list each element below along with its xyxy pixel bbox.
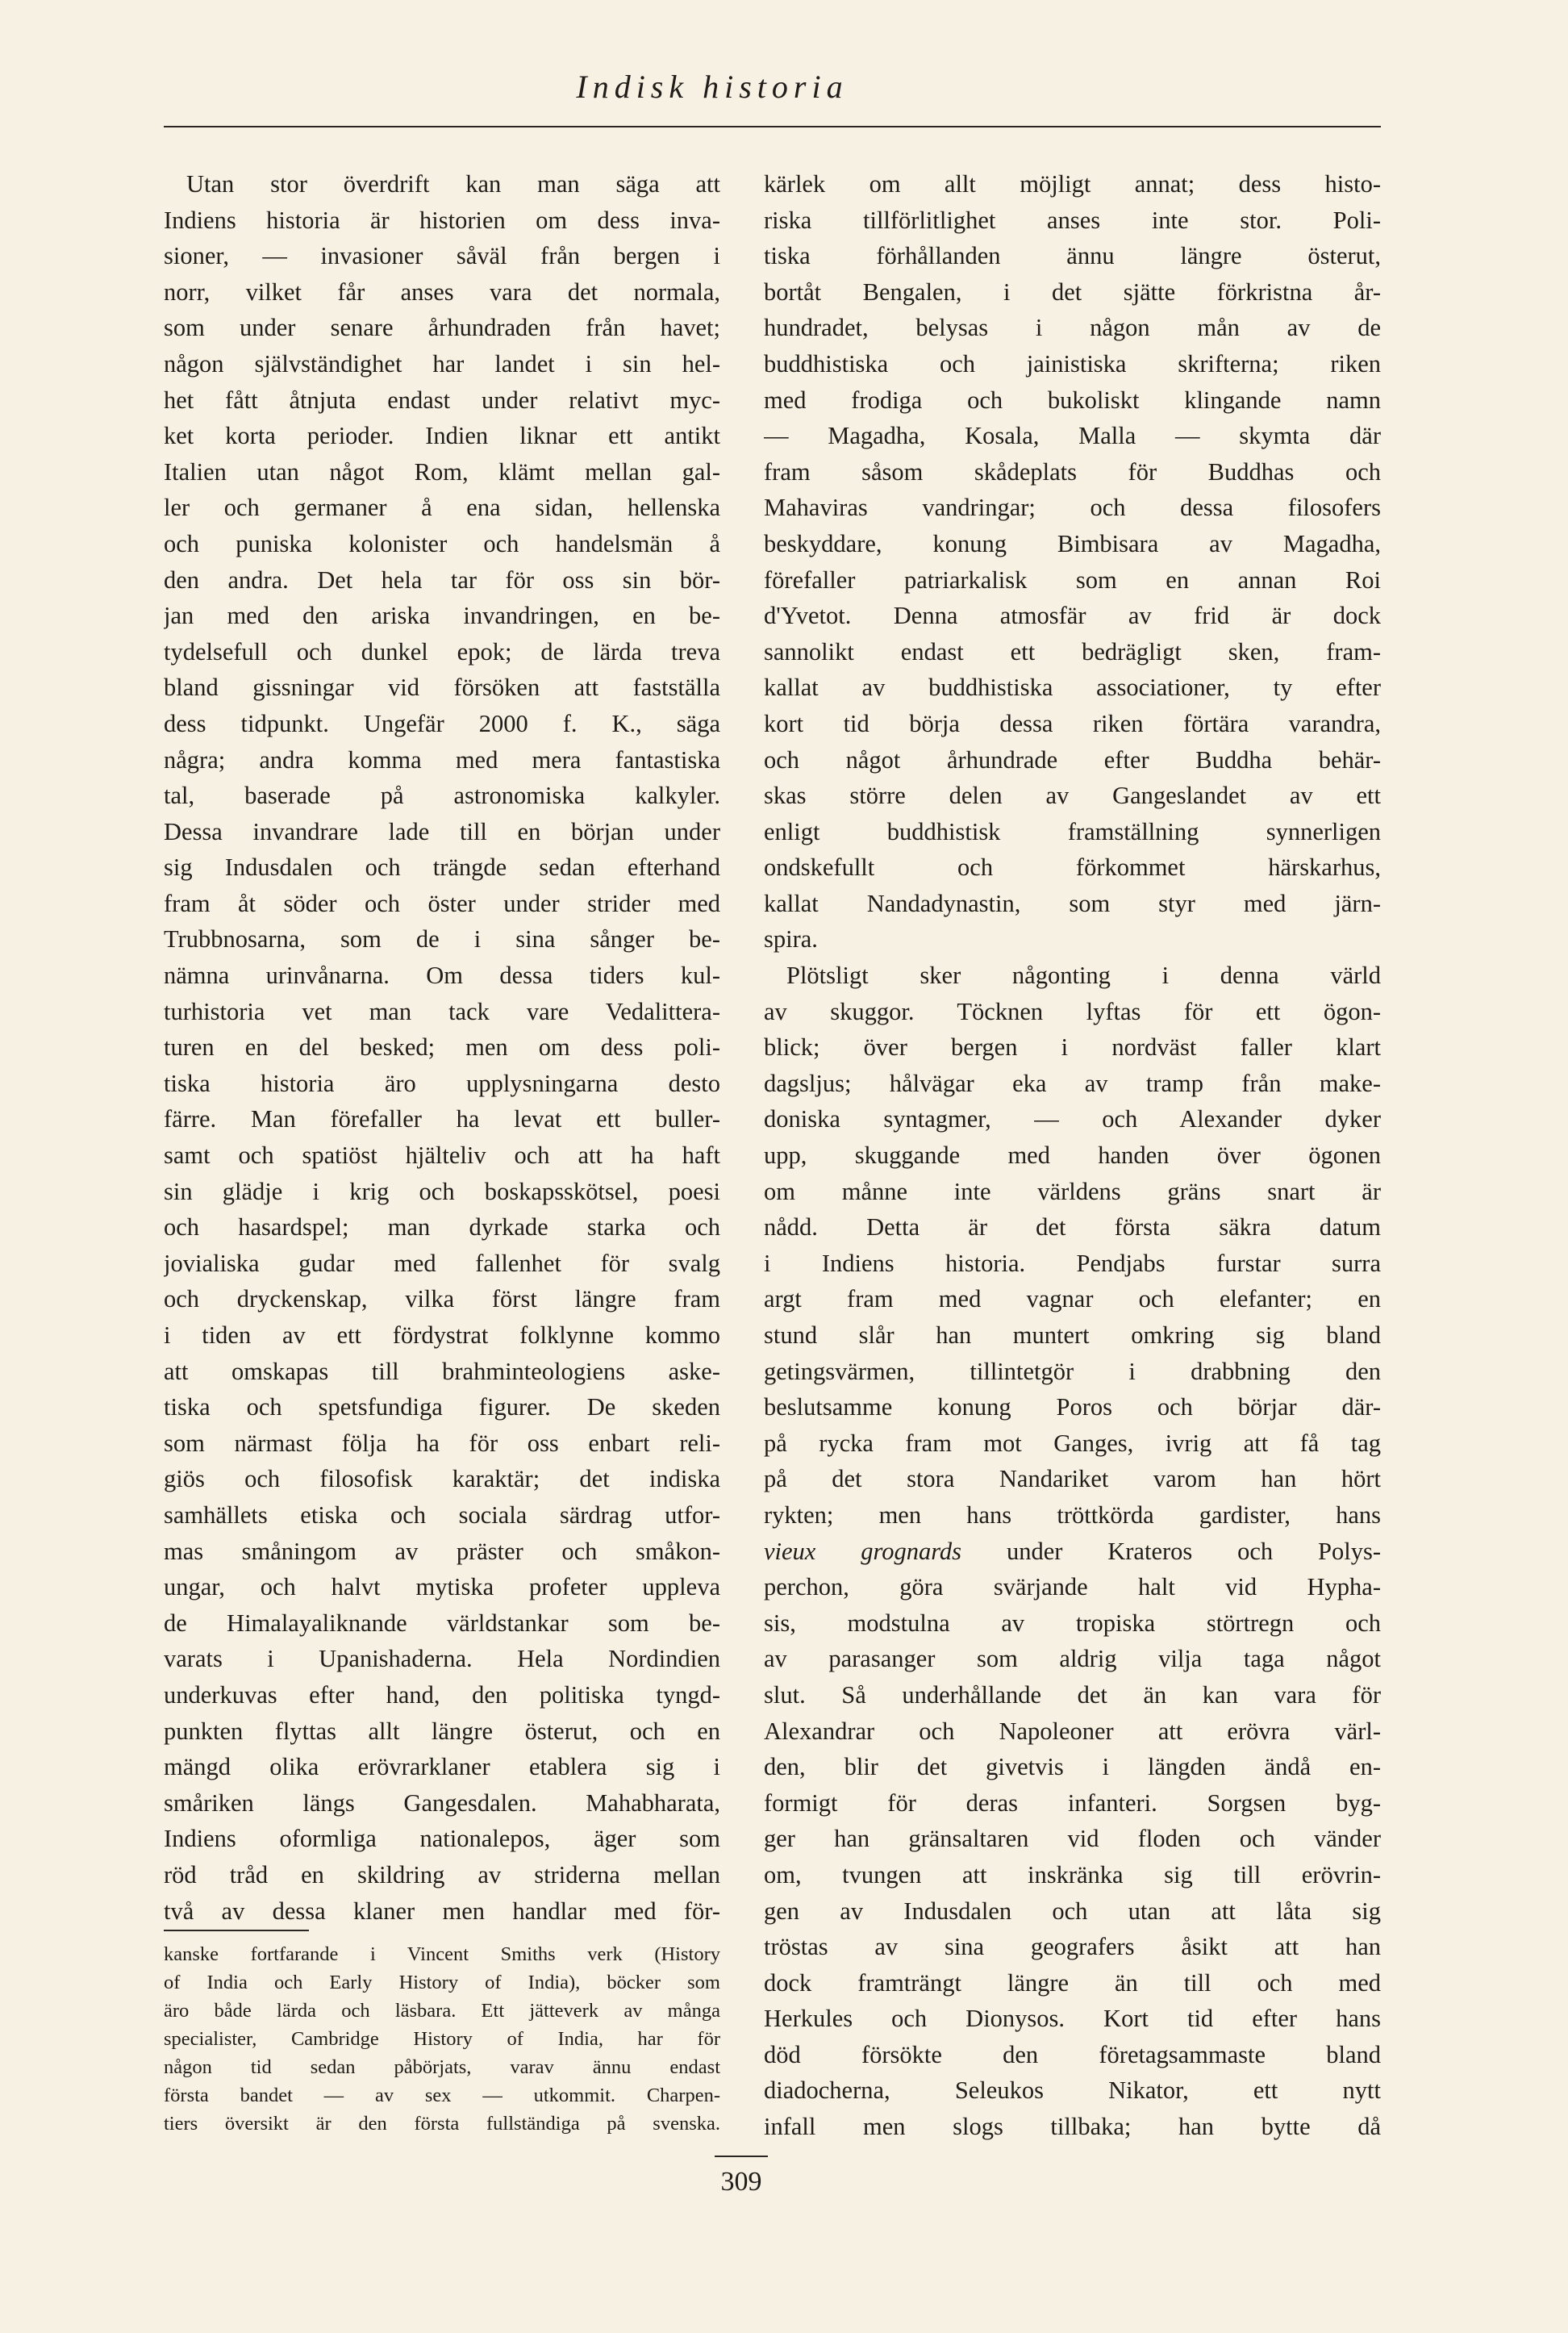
text-line: doniska syntagmer, — och Alexander dyker — [764, 1105, 1381, 1133]
text-line: beslutsamme konung Poros och börjar där- — [764, 1393, 1381, 1421]
footnote-line: äro både lärda och läsbara. Ett jätteverk av många — [164, 2000, 720, 2022]
text-line: och hasardspel; man dyrkade starka och — [164, 1213, 720, 1242]
text-line: kort tid börja dessa riken förtära varandra, — [764, 709, 1381, 737]
text-line: dock framträngt längre än till och med — [764, 1968, 1381, 1997]
text-line: sin glädje i krig och boskapsskötsel, poesi — [164, 1177, 720, 1205]
text-line: het fått åtnjuta endast under relativt myc- — [164, 386, 720, 414]
text-line: i Indiens historia. Pendjabs furstar surra — [764, 1249, 1381, 1277]
text-line: två av dessa klaner men handlar med för- — [164, 1897, 720, 1925]
text-line: kallat av buddhistiska associationer, ty efter — [764, 674, 1381, 702]
text-line-rest: under Krateros och Polys- — [1006, 1537, 1381, 1565]
text-line: jan med den ariska invandringen, en be- — [164, 602, 720, 630]
text-line: upp, skuggande med handen över ögonen — [764, 1141, 1381, 1170]
footnote-line: of India och Early History of India), böcker som — [164, 1972, 720, 1993]
text-line: den andra. Det hela tar för oss sin bör- — [164, 566, 720, 594]
text-line: nämna urinvånarna. Om dessa tiders kul- — [164, 962, 720, 990]
text-line: skas större delen av Gangeslandet av ett — [764, 782, 1381, 810]
text-line: om månne inte världens gräns snart är — [764, 1177, 1381, 1205]
text-line: Italien utan något Rom, klämt mellan gal- — [164, 457, 720, 486]
text-line: mas småningom av präster och småkon- — [164, 1537, 720, 1565]
text-line: gen av Indusdalen och utan att låta sig — [764, 1897, 1381, 1925]
text-line: med frodiga och bukoliskt klingande namn — [764, 386, 1381, 414]
text-line: på det stora Nandariket varom han hört — [764, 1465, 1381, 1493]
text-line: att omskapas till brahminteologiens aske- — [164, 1357, 720, 1385]
text-line: samhällets etiska och sociala särdrag utfor- — [164, 1500, 720, 1529]
text-line: rykten; men hans tröttkörda gardister, hans — [764, 1500, 1381, 1529]
text-line: ondskefullt och förkommet härskarhus, — [764, 853, 1381, 882]
footnote-rule — [164, 1930, 309, 1931]
page-number: 309 — [720, 2167, 762, 2197]
text-line: Indiens historia är historien om dess inva- — [164, 206, 720, 234]
text-line: Mahaviras vandringar; och dessa filosofers — [764, 494, 1381, 522]
text-line: stund slår han muntert omkring sig bland — [764, 1321, 1381, 1349]
text-line: sig Indusdalen och trängde sedan efterhand — [164, 853, 720, 882]
text-line: ungar, och halvt mytiska profeter uppleva — [164, 1573, 720, 1601]
text-line: och något århundrade efter Buddha behär- — [764, 745, 1381, 774]
text-line: av parasanger som aldrig vilja taga något — [764, 1645, 1381, 1673]
text-line: enligt buddhistisk framställning synnerligen — [764, 817, 1381, 845]
text-line: tiska förhållanden ännu längre österut, — [764, 242, 1381, 270]
text-line: spira. — [764, 925, 818, 954]
text-line: kallat Nandadynastin, som styr med järn- — [764, 889, 1381, 917]
text-line: Alexandrar och Napoleoner att erövra värl- — [764, 1717, 1381, 1745]
text-line: ger han gränsaltaren vid floden och vänder — [764, 1825, 1381, 1853]
text-line: getingsvärmen, tillintetgör i drabbning den — [764, 1357, 1381, 1385]
text-line: tiska och spetsfundiga figurer. De skeden — [164, 1393, 720, 1421]
text-line: småriken längs Gangesdalen. Mahabharata, — [164, 1788, 720, 1817]
text-line: — Magadha, Kosala, Malla — skymta där — [764, 422, 1381, 450]
text-line: mängd olika erövrarklaner etablera sig i — [164, 1753, 720, 1781]
text-line: Utan stor överdrift kan man säga att — [186, 170, 720, 198]
text-line: turen en del besked; men om dess poli- — [164, 1033, 720, 1062]
text-line: de Himalayaliknande världstankar som be- — [164, 1609, 720, 1637]
text-line: jovialiska gudar med fallenhet för svalg — [164, 1249, 720, 1277]
text-line: underkuvas efter hand, den politiska tyngd- — [164, 1680, 720, 1709]
text-line: tydelsefull och dunkel epok; de lärda treva — [164, 637, 720, 666]
text-line: fram åt söder och öster under strider med — [164, 889, 720, 917]
text-line: som närmast följa ha för oss enbart reli- — [164, 1429, 720, 1457]
text-line: någon självständighet har landet i sin hel- — [164, 349, 720, 378]
text-line: av skuggor. Töcknen lyftas för ett ögon- — [764, 997, 1381, 1025]
text-line: giös och filosofisk karaktär; det indiska — [164, 1465, 720, 1493]
text-line: nådd. Detta är det första säkra datum — [764, 1213, 1381, 1242]
footnote — [164, 1940, 720, 2138]
text-line: dess tidpunkt. Ungefär 2000 f. K., säga — [164, 709, 720, 737]
text-line: tröstas av sina geografers åsikt att han — [764, 1933, 1381, 1961]
text-line: perchon, göra svärjande halt vid Hypha- — [764, 1573, 1381, 1601]
text-line: turhistoria vet man tack vare Vedalittera- — [164, 997, 720, 1025]
text-line: några; andra komma med mera fantastiska — [164, 745, 720, 774]
text-line: sannolikt endast ett bedrägligt sken, fram- — [764, 637, 1381, 666]
text-line: varats i Upanishaderna. Hela Nordindien — [164, 1645, 720, 1673]
page-number-rule — [715, 2156, 768, 2157]
text-line: d'Yvetot. Denna atmosfär av frid är dock — [764, 602, 1381, 630]
text-line: Indiens oformliga nationalepos, äger som — [164, 1825, 720, 1853]
footnote-line: första bandet — av sex — utkommit. Charpen- — [164, 2085, 720, 2106]
text-line: tal, baserade på astronomiska kalkyler. — [164, 782, 720, 810]
footnote-line: någon tid sedan påbörjats, varav ännu endast — [164, 2056, 720, 2078]
text-line — [764, 1534, 1381, 1570]
text-line: död försökte den företagsammaste bland — [764, 2040, 1381, 2068]
text-line: formigt för deras infanteri. Sorgsen byg- — [764, 1788, 1381, 1817]
text-line: och puniska kolonister och handelsmän å — [164, 529, 720, 557]
header-rule — [164, 126, 1381, 127]
footnote-line: specialister, Cambridge History of India, har för — [164, 2028, 720, 2050]
text-line: samt och spatiöst hjälteliv och att ha haft — [164, 1141, 720, 1170]
text-line: buddhistiska och jainistiska skrifterna; riken — [764, 349, 1381, 378]
text-line: sioner, — invasioner såväl från bergen i — [164, 242, 720, 270]
text-line: Dessa invandrare lade till en början under — [164, 817, 720, 845]
text-line: och dryckenskap, vilka först längre fram — [164, 1285, 720, 1313]
text-line: Trubbnosarna, som de i sina sånger be- — [164, 925, 720, 954]
text-line: bland gissningar vid försöken att fastställa — [164, 674, 720, 702]
text-line: om, tvungen att inskränka sig till erövrin- — [764, 1860, 1381, 1889]
text-line: i tiden av ett fördystrat folklynne kommo — [164, 1321, 720, 1349]
text-line: som under senare århundraden från havet; — [164, 314, 720, 342]
left-text-column — [164, 166, 720, 1929]
text-line: diadocherna, Seleukos Nikator, ett nytt — [764, 2076, 1381, 2105]
text-line: ket korta perioder. Indien liknar ett antikt — [164, 422, 720, 450]
text-line: kärlek om allt möjligt annat; dess histo- — [764, 170, 1381, 198]
text-line: den, blir det givetvis i längden ändå en- — [764, 1753, 1381, 1781]
text-line: infall men slogs tillbaka; han bytte då — [764, 2113, 1381, 2141]
text-line: färre. Man förefaller ha levat ett buller- — [164, 1105, 720, 1133]
text-line: Herkules och Dionysos. Kort tid efter hans — [764, 2005, 1381, 2033]
running-head-title: Indisk historia — [576, 69, 849, 105]
italic-phrase: vieux grognards — [764, 1537, 962, 1565]
text-line: förefaller patriarkalisk som en annan Roi — [764, 566, 1381, 594]
text-line: bortåt Bengalen, i det sjätte förkristna år- — [764, 278, 1381, 306]
text-line: punkten flyttas allt längre österut, och en — [164, 1717, 720, 1745]
text-line: ler och germaner å ena sidan, hellenska — [164, 494, 720, 522]
text-line: sis, modstulna av tropiska störtregn och — [764, 1609, 1381, 1637]
text-line: norr, vilket får anses vara det normala, — [164, 278, 720, 306]
text-line: Plötsligt sker någonting i denna värld — [786, 962, 1381, 990]
text-line: slut. Så underhållande det än kan vara för — [764, 1680, 1381, 1709]
text-line: riska tillförlitlighet anses inte stor. Poli- — [764, 206, 1381, 234]
text-line: beskyddare, konung Bimbisara av Magadha, — [764, 529, 1381, 557]
text-line: argt fram med vagnar och elefanter; en — [764, 1285, 1381, 1313]
text-line: på rycka fram mot Ganges, ivrig att få tag — [764, 1429, 1381, 1457]
footnote-line: tiers översikt är den första fullständiga på svenska. — [164, 2113, 720, 2135]
text-line: hundradet, belysas i någon mån av de — [764, 314, 1381, 342]
text-line: röd tråd en skildring av striderna mellan — [164, 1860, 720, 1889]
text-line: dagsljus; hålvägar eka av tramp från make- — [764, 1069, 1381, 1097]
text-line: fram såsom skådeplats för Buddhas och — [764, 457, 1381, 486]
right-text-column — [764, 166, 1381, 2145]
footnote-line: kanske fortfarande i Vincent Smiths verk (History — [164, 1943, 720, 1965]
text-line: tiska historia äro upplysningarna desto — [164, 1069, 720, 1097]
text-line: blick; över bergen i nordväst faller klart — [764, 1033, 1381, 1062]
